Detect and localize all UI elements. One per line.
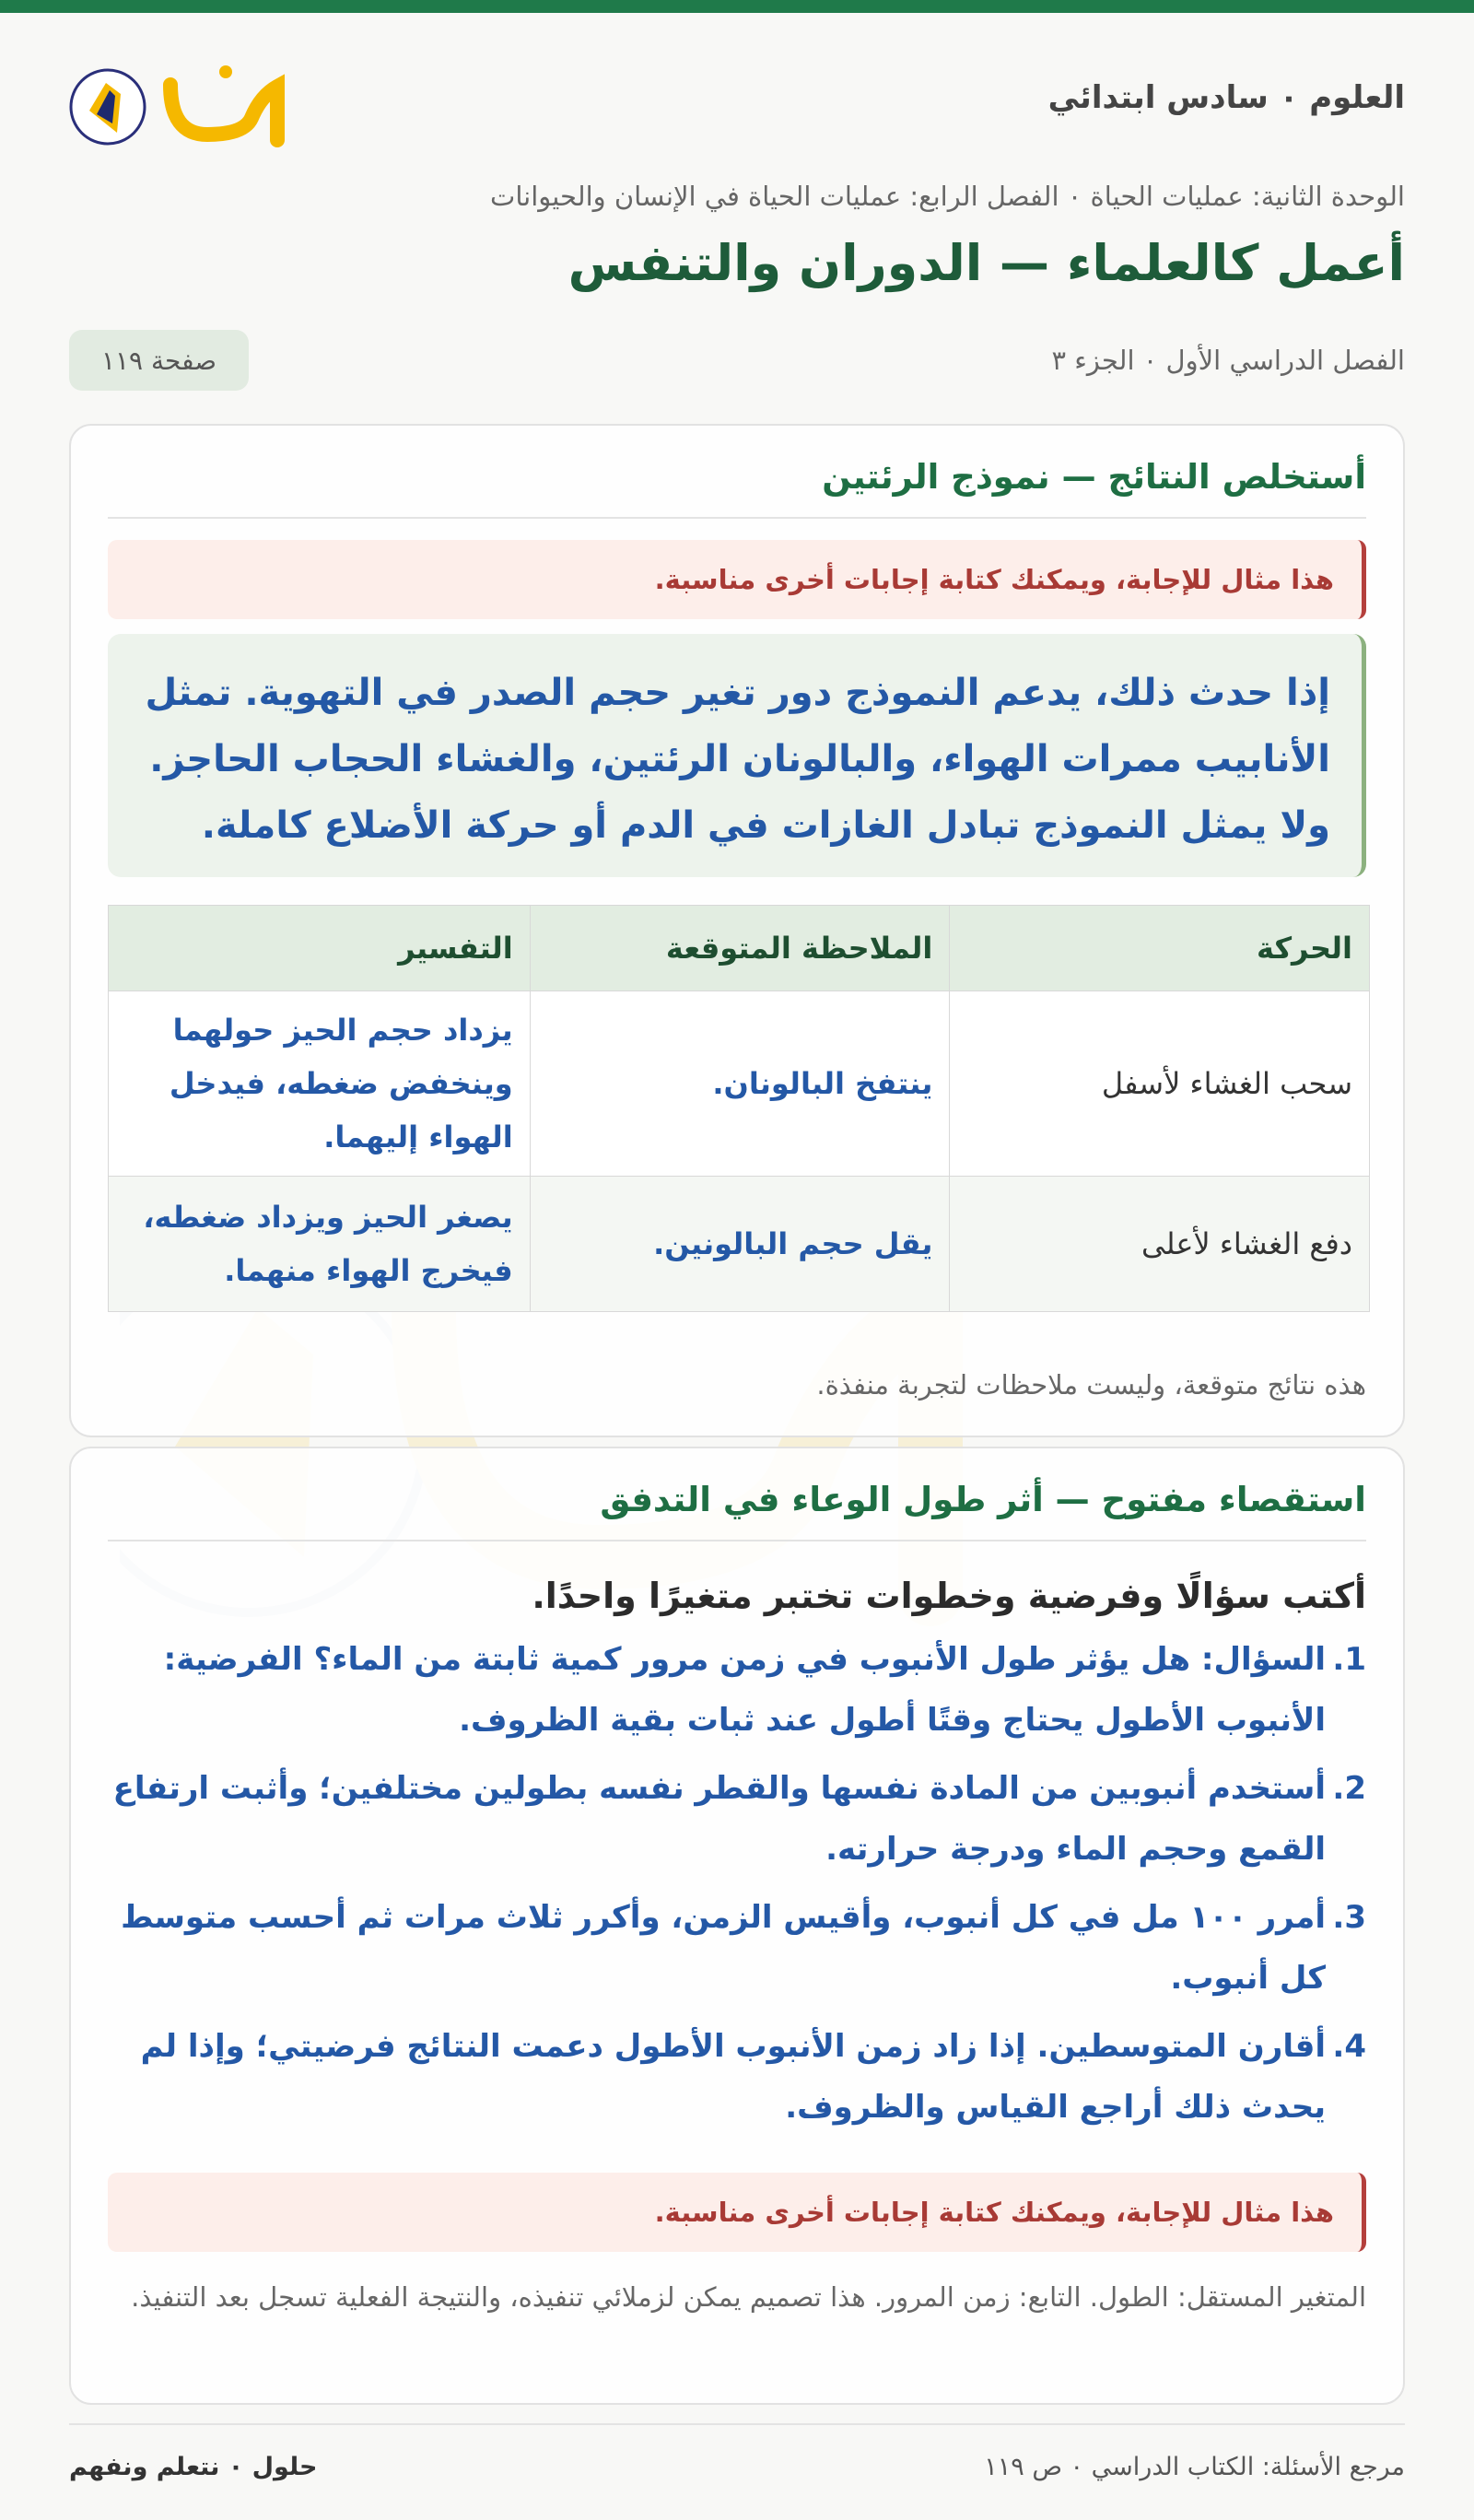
table-footnote: هذه نتائج متوقعة، وليست ملاحظات لتجربة منفذة. [816,1369,1366,1401]
open-inquiry-card [69,1447,1405,2405]
table-row [109,991,1370,1177]
column-header: الحركة [950,906,1370,991]
column-header: التفسير [109,906,531,991]
list-item: 3. أمرر ١٠٠ مل في كل أنبوب، وأقيس الزمن، وأكرر ثلاث مرات ثم أحسب متوسط كل أنبوب. [121,1899,1366,1997]
list-item: 2. أستخدم أنبوبين من المادة نفسها والقطر نفسه بطولين مختلفين؛ وأثبت ارتفاع القمع وحجم الماء ودرجة حرارته. [112,1770,1366,1868]
table-cell: ينتفخ البالونان. [530,991,950,1177]
subject-label: العلوم ٠ سادس ابتدائي [1047,79,1405,116]
reference-text: مرجع الأسئلة: الكتاب الدراسي ٠ ص ١١٩ [984,2453,1405,2481]
table-cell: يزداد حجم الحيز حولهما وينخفض ضغطه، فيدخل الهواء إليهما. [109,991,531,1177]
page-header [69,13,1405,197]
page-title: أعمل كالعلماء — الدوران والتنفس [567,234,1405,292]
answer-text: إذا حدث ذلك، يدعم النموذج دور تغير حجم الصدر في التهوية. تمثل الأنابيب ممرات الهواء، والبالونان الرئتين، والغشاء الحجاب الحاجز. ولا يمثل النموذج تبادل الغازات في الدم أو حركة الأضلاع كاملة. [108,634,1366,877]
table-header-row [109,906,1370,991]
table-row [109,1177,1370,1312]
semester-meta: الفصل الدراسي الأول ٠ الجزء ٣ [1051,345,1405,376]
table-cell: يقل حجم البالونين. [530,1177,950,1312]
variables-footnote: المتغير المستقل: الطول. التابع: زمن المرور. هذا تصميم يمكن لزملائي تنفيذه، والنتيجة الفعلية تسجل بعد التنفيذ. [131,2281,1366,2313]
hulul-logo[interactable] [69,50,318,151]
section-title: أستخلص النتائج — نموذج الرئتين [108,457,1366,519]
page-number-badge: صفحة ١١٩ [69,330,249,391]
table-cell: يصغر الحيز ويزداد ضغطه، فيخرج الهواء منهما. [109,1177,531,1312]
table-cell: دفع الغشاء لأعلى [950,1177,1370,1312]
inquiry-steps [108,1629,1366,2145]
sample-answer-note: هذا مثال للإجابة، ويمكنك كتابة إجابات أخرى مناسبة. [108,540,1366,619]
section-title: استقصاء مفتوح — أثر طول الوعاء في التدفق [108,1480,1366,1541]
column-header: الملاحظة المتوقعة [530,906,950,991]
page-footer [69,2423,1405,2499]
table-cell: سحب الغشاء لأسفل [950,991,1370,1177]
top-accent-bar [0,0,1474,13]
observations-table [108,905,1370,1312]
sample-answer-note: هذا مثال للإجابة، ويمكنك كتابة إجابات أخرى مناسبة. [108,2173,1366,2252]
brand-tagline: حلول ٠ نتعلم ونفهم [69,2453,318,2481]
breadcrumb: الوحدة الثانية: عمليات الحياة ٠ الفصل الرابع: عمليات الحياة في الإنسان والحيوانات [490,181,1405,212]
inquiry-prompt: أكتب سؤالًا وفرضية وخطوات تختبر متغيرًا واحدًا. [532,1576,1366,1616]
list-item: 1. السؤال: هل يؤثر طول الأنبوب في زمن مرور كمية ثابتة من الماء؟ الفرضية: الأنبوب الأطول يحتاج وقتًا أطول عند ثبات بقية الظروف. [163,1641,1366,1739]
list-item: 4. أقارن المتوسطين. إذا زاد زمن الأنبوب الأطول دعمت النتائج فرضيتي؛ وإذا لم يحدث ذلك أراجع القياس والظروف. [140,2028,1366,2126]
conclusions-card [69,424,1405,1437]
